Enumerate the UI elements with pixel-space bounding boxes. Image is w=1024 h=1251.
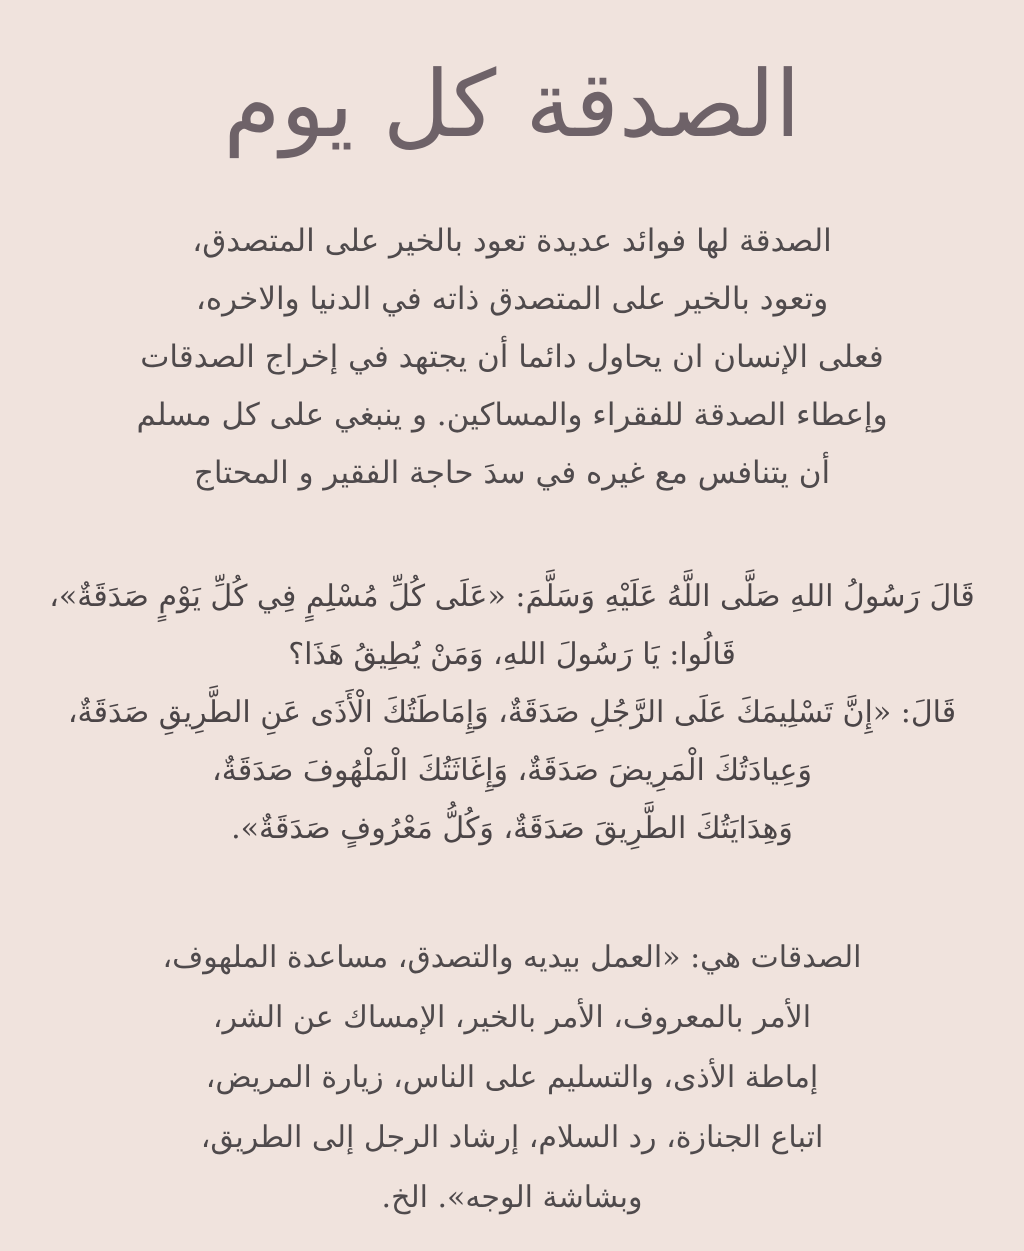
intro-line: وتعود بالخير على المتصدق ذاته في الدنيا والاخره، — [195, 281, 829, 317]
hadith-line: قَالُوا: يَا رَسُولَ اللهِ، وَمَنْ يُطِيقُ هَذَا؟ — [288, 637, 736, 672]
intro-line: أن يتنافس مع غيره في سدَ حاجة الفقير و المحتاج — [193, 455, 831, 491]
intro-line: وإعطاء الصدقة للفقراء والمساكين. و ينبغي على كل مسلم — [136, 397, 888, 433]
charity-line: وبشاشة الوجه». الخ. — [381, 1180, 643, 1215]
intro-line: الصدقة لها فوائد عديدة تعود بالخير على المتصدق، — [192, 223, 832, 259]
intro-line: فعلى الإنسان ان يحاول دائما أن يجتهد في إخراج الصدقات — [140, 339, 884, 375]
page-title: الصدقة كل يوم — [223, 51, 801, 158]
hadith-line: وَعِيادَتُكَ الْمَرِيضَ صَدَقَةٌ، وَإِغَاثَتُكَ الْمَلْهُوفَ صَدَقَةٌ، — [212, 753, 812, 788]
charity-line: اتباع الجنازة، رد السلام، إرشاد الرجل إلى الطريق، — [200, 1120, 824, 1155]
charity-line: إماطة الأذى، والتسليم على الناس، زيارة المريض، — [205, 1060, 819, 1095]
charity-line: الأمر بالمعروف، الأمر بالخير، الإمساك عن الشر، — [212, 1000, 812, 1035]
hadith-line: قَالَ: «إِنَّ تَسْلِيمَكَ عَلَى الرَّجُلِ صَدَقَةٌ، وَإِمَاطَتُكَ الْأَذَى عَنِ الطَّرِيقِ صَدَقَةٌ، — [67, 695, 957, 730]
hadith-line: وَهِدَايَتُكَ الطَّرِيقَ صَدَقَةٌ، وَكُلُّ مَعْرُوفٍ صَدَقَةٌ». — [231, 811, 793, 846]
charity-types-paragraph — [0, 928, 1024, 1228]
charity-line: الصدقات هي: «العمل بيديه والتصدق، مساعدة الملهوف، — [162, 940, 862, 975]
intro-paragraph — [0, 212, 1024, 502]
hadith-line: قَالَ رَسُولُ اللهِ صَلَّى اللَّهُ عَلَيْهِ وَسَلَّمَ: «عَلَى كُلِّ مُسْلِمٍ فِي كُلِّ يَوْمٍ صَدَقَةٌ»، — [49, 579, 975, 614]
hadith-quote — [0, 568, 1024, 858]
